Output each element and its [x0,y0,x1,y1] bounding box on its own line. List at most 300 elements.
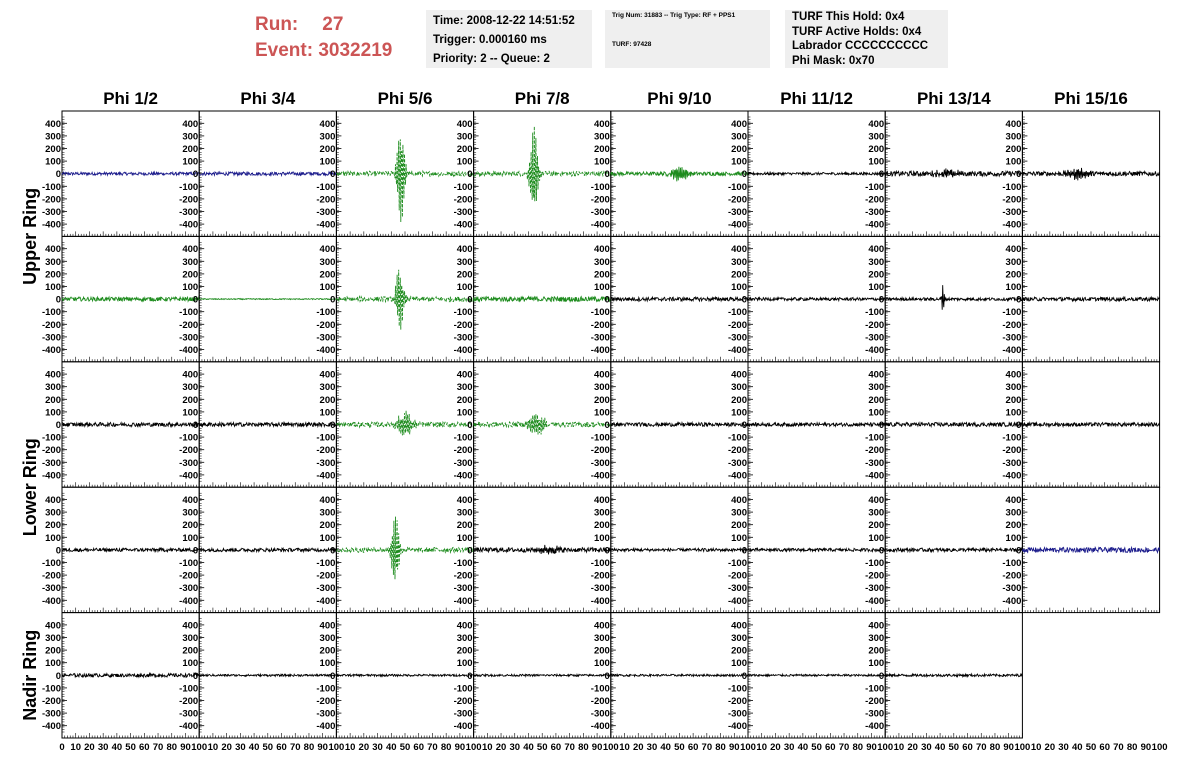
y-tick-label: -400 [41,219,61,231]
y-tick-label: 200 [731,269,747,281]
y-tick-label: -200 [865,570,885,582]
waveform-trace [62,548,199,551]
x-tick-label: 20 [770,742,781,753]
y-tick-label: -200 [316,696,336,707]
y-tick-label: -100 [1002,307,1022,319]
y-tick-label: -300 [590,583,610,595]
waveform-trace [1022,547,1159,552]
y-tick-label: -200 [41,194,61,206]
waveform-trace [199,423,336,427]
x-tick-label: 90 [591,742,603,753]
y-tick-label: 300 [593,131,610,143]
y-tick-label: -400 [865,219,885,231]
y-tick-label: -400 [865,595,885,607]
y-tick-label: -300 [316,457,336,469]
priority-text: Priority: 2 -- Queue: 2 [433,53,550,65]
y-tick-label: 300 [456,507,473,519]
y-tick-label: -200 [727,319,747,331]
y-tick-label: 300 [182,131,199,143]
y-tick-label: 400 [182,118,199,130]
y-tick-label: 300 [319,256,336,268]
y-tick-label: 100 [45,407,61,419]
y-tick-label: -300 [316,708,336,720]
y-tick-label: 100 [593,282,610,293]
x-tick-label: 80 [578,742,589,753]
y-tick-label: 400 [182,244,199,256]
y-tick-label: 0 [604,420,610,431]
y-tick-label: -100 [41,558,61,569]
y-tick-label: -400 [41,470,61,482]
y-tick-label: 300 [456,256,473,268]
y-tick-label: 0 [878,670,885,682]
y-tick-label: -300 [316,583,336,595]
y-tick-label: -300 [865,583,885,595]
x-tick-label: 80 [166,742,178,753]
y-tick-label: -100 [453,181,473,193]
y-tick-label: 0 [878,169,885,181]
y-tick-label: 200 [868,645,885,657]
y-tick-label: -200 [453,194,473,206]
x-tick-label: 90 [454,742,466,753]
y-tick-label: 0 [55,545,61,557]
x-tick-label: 70 [564,742,575,753]
y-tick-label: 100 [45,532,61,544]
y-tick-label: -300 [590,708,610,720]
y-tick-label: 0 [55,670,61,682]
waveform-trace [748,548,885,551]
y-tick-label: -300 [1002,583,1022,595]
y-tick-label: 100 [182,156,199,168]
x-tick-label: 10 [207,742,219,753]
y-tick-label: -200 [590,570,610,582]
y-tick-label: -200 [316,445,336,457]
x-tick-label: 40 [385,742,397,753]
y-tick-label: 200 [456,269,473,281]
y-tick-label: 200 [319,394,336,406]
x-tick-label: 30 [1058,742,1069,753]
y-tick-label: 200 [1005,520,1022,532]
trigger-text: Trigger: 0.000160 ms [433,34,547,46]
x-tick-label: 70 [1113,742,1124,753]
y-tick-label: -100 [727,683,747,695]
y-tick-label: 100 [731,282,747,293]
y-tick-label: -100 [316,181,336,193]
y-tick-label: -400 [316,219,336,231]
waveform-trace [199,674,336,676]
x-tick-label: 60 [139,742,150,753]
waveform-trace [611,167,748,182]
x-tick-label: 100 [465,742,482,753]
y-tick-label: 100 [868,407,885,419]
x-tick-label: 10 [619,742,630,753]
y-tick-label: 0 [1016,294,1022,306]
y-tick-label: 300 [319,131,336,143]
y-tick-label: -200 [590,445,610,457]
y-tick-label: 300 [45,382,61,394]
y-tick-label: 0 [741,545,747,557]
y-tick-label: -400 [41,345,61,356]
waveform-trace [748,423,885,427]
y-tick-label: 400 [868,495,885,506]
y-tick-label: -200 [1002,445,1022,457]
y-tick-label: 0 [604,294,610,306]
waveform-trace [62,674,199,678]
y-tick-label: -100 [590,181,610,193]
y-tick-label: -400 [179,595,199,607]
y-tick-label: 300 [868,382,885,394]
x-tick-label: 20 [495,742,507,753]
y-tick-label: -300 [590,207,610,218]
y-tick-label: -400 [590,721,610,733]
waveform-trace [611,297,748,301]
phi-label: Phi 7/8 [514,89,570,108]
y-tick-label: 100 [731,407,747,419]
y-tick-label: 300 [1005,382,1022,394]
y-tick-label: 200 [731,645,747,657]
y-tick-label: -400 [179,721,199,733]
y-tick-label: -100 [179,181,199,193]
y-tick-label: 0 [330,294,336,306]
y-tick-label: -400 [590,345,610,356]
y-tick-label: 100 [593,407,610,419]
y-tick-label: -200 [179,570,199,582]
y-tick-label: 100 [319,156,336,168]
y-tick-label: -300 [865,708,885,720]
y-tick-label: 300 [593,382,610,394]
y-tick-label: 400 [1005,369,1022,381]
waveform-trace [62,423,199,427]
x-tick-label: 70 [701,742,713,753]
y-tick-label: -400 [727,721,747,733]
y-tick-label: -400 [865,470,885,482]
waveform-trace [885,168,1022,177]
y-tick-label: 200 [45,394,61,406]
x-tick-label: 60 [687,742,699,753]
y-tick-label: 400 [1005,244,1022,256]
y-tick-label: 400 [182,620,199,632]
y-tick-label: 100 [182,532,199,544]
y-tick-label: -200 [1002,319,1022,331]
x-tick-label: 50 [125,742,136,753]
x-tick-label: 20 [221,742,232,753]
x-tick-label: 70 [838,742,850,753]
y-tick-label: 400 [45,244,61,256]
y-tick-label: 400 [319,244,336,256]
y-tick-label: -400 [727,470,747,482]
y-tick-label: 100 [593,532,610,544]
y-tick-label: 0 [604,169,610,181]
x-tick-label: 50 [536,742,548,753]
x-tick-label: 70 [289,742,301,753]
y-tick-label: 0 [192,670,199,682]
y-tick-label: 100 [45,282,61,293]
waveform-trace [885,285,1022,310]
y-tick-label: 300 [593,256,610,268]
y-tick-label: -100 [41,432,61,444]
y-tick-label: -100 [865,558,885,569]
y-tick-label: -300 [453,708,473,720]
y-tick-label: -400 [1002,470,1022,482]
y-tick-label: 100 [319,532,336,544]
y-tick-label: -300 [41,207,61,218]
y-tick-label: -400 [316,595,336,607]
y-tick-label: 0 [1016,169,1022,181]
y-tick-label: 300 [1005,131,1022,143]
y-tick-label: 0 [467,545,473,557]
y-tick-label: 400 [731,244,747,256]
x-tick-label: 90 [866,742,877,753]
waveform-trace [62,297,199,301]
ring-label: Nadir Ring [20,629,40,721]
y-tick-label: 300 [182,382,199,394]
x-tick-label: 10 [756,742,768,753]
y-tick-label: -100 [590,558,610,569]
y-tick-label: 200 [456,645,473,657]
y-tick-label: -400 [453,345,473,356]
x-tick-label: 80 [715,742,726,753]
y-tick-label: 400 [868,118,885,130]
phi-label: Phi 11/12 [780,89,853,108]
y-tick-label: 100 [182,658,199,670]
ring-label: Upper Ring [20,187,40,285]
x-tick-label: 50 [948,742,960,753]
y-tick-label: -300 [727,457,747,469]
y-tick-label: -100 [590,307,610,319]
y-tick-label: 0 [1016,420,1022,431]
x-tick-label: 70 [427,742,438,753]
y-tick-label: 200 [45,645,61,657]
y-tick-label: -400 [316,721,336,733]
y-tick-label: 300 [731,256,747,268]
y-tick-label: -300 [41,583,61,595]
y-tick-label: -100 [179,558,199,569]
y-tick-label: -400 [865,721,885,733]
x-tick-label: 20 [907,742,918,753]
x-tick-label: 100 [740,742,756,753]
ring-label: Lower Ring [20,438,40,537]
waveform-trace [885,674,1022,677]
y-tick-label: 100 [868,532,885,544]
y-tick-label: -300 [179,207,199,218]
y-tick-label: -200 [41,696,61,707]
x-tick-label: 30 [509,742,521,753]
waveform-trace [748,172,885,175]
y-tick-label: -100 [453,307,473,319]
y-tick-label: -400 [590,219,610,231]
y-tick-label: -100 [41,181,61,193]
y-tick-label: -200 [41,570,61,582]
waveform-trace [748,298,885,301]
y-tick-label: 300 [45,131,61,143]
y-tick-label: -400 [316,345,336,356]
y-tick-label: -200 [316,194,336,206]
y-tick-label: 0 [604,545,610,557]
y-tick-label: 200 [868,394,885,406]
phi-mask-text: Phi Mask: 0x70 [792,54,875,67]
y-tick-label: -400 [727,595,747,607]
y-tick-label: -400 [179,470,199,482]
y-tick-label: -200 [865,194,885,206]
y-tick-label: -300 [590,457,610,469]
y-tick-label: -300 [453,583,473,595]
y-tick-label: 200 [593,520,610,532]
y-tick-label: -200 [453,445,473,457]
x-tick-label: 80 [1126,742,1138,753]
y-tick-label: 0 [192,420,199,431]
x-tick-label: 30 [921,742,932,753]
y-tick-label: 200 [1005,269,1022,281]
y-tick-label: 0 [741,294,747,306]
y-tick-label: 0 [55,169,61,181]
x-tick-label: 90 [1140,742,1152,753]
y-tick-label: -100 [727,432,747,444]
y-tick-label: -100 [179,683,199,695]
y-tick-label: 100 [456,658,473,670]
x-tick-label: 60 [550,742,562,753]
y-tick-label: 200 [182,394,199,406]
y-tick-label: 300 [868,633,885,644]
y-tick-label: -200 [865,696,885,707]
y-tick-label: -200 [453,696,473,707]
x-tick-label: 20 [358,742,370,753]
y-tick-label: 100 [1005,532,1022,544]
x-tick-label: 40 [797,742,809,753]
y-tick-label: 300 [45,507,61,519]
y-tick-label: 400 [868,369,885,381]
x-tick-label: 100 [1151,742,1168,753]
waveform-trace [611,548,748,551]
y-tick-label: 400 [182,369,199,381]
waveform-trace [474,674,611,676]
y-tick-label: -300 [865,332,885,344]
phi-label: Phi 13/14 [916,89,991,108]
y-tick-label: -300 [179,708,199,720]
x-tick-label: 60 [962,742,973,753]
y-tick-label: 300 [731,633,747,644]
y-tick-label: -100 [865,307,885,319]
y-tick-label: -300 [179,332,199,344]
y-tick-label: -200 [179,319,199,331]
y-tick-label: 300 [731,382,747,394]
phi-label: Phi 1/2 [103,89,159,108]
phi-label: Phi 15/16 [1054,89,1128,108]
y-tick-label: 100 [456,407,473,419]
y-tick-label: 0 [467,294,473,306]
x-tick-label: 80 [440,742,452,753]
y-tick-label: 100 [319,658,336,670]
y-tick-label: -100 [453,683,473,695]
waveform-trace [1022,168,1159,181]
y-tick-label: 300 [182,633,199,644]
waveform-trace [611,674,748,676]
y-tick-label: 0 [330,545,336,557]
labrador-text: Labrador CCCCCCCCCC [792,40,929,52]
y-tick-label: 0 [878,545,885,557]
y-tick-label: -400 [179,219,199,231]
y-tick-label: -400 [453,219,473,231]
y-tick-label: 100 [868,282,885,293]
y-tick-label: -300 [316,207,336,218]
y-tick-label: 0 [330,670,336,682]
waveform-trace [199,299,336,300]
y-tick-label: -400 [1002,219,1022,231]
y-tick-label: -400 [453,595,473,607]
y-tick-label: -200 [590,696,610,707]
y-tick-label: 100 [593,658,610,670]
y-tick-label: 200 [868,144,885,155]
y-tick-label: 200 [456,394,473,406]
y-tick-label: 400 [456,620,473,632]
x-tick-label: 90 [1003,742,1014,753]
y-tick-label: 0 [741,670,747,682]
y-tick-label: -400 [41,721,61,733]
y-tick-label: -200 [41,445,61,457]
turf-this-hold-text: TURF This Hold: 0x4 [792,11,905,23]
y-tick-label: -100 [316,307,336,319]
y-tick-label: 400 [593,369,610,381]
y-tick-label: 200 [456,520,473,532]
x-tick-label: 10 [482,742,493,753]
x-tick-label: 100 [602,742,619,753]
y-tick-label: -200 [316,570,336,582]
y-tick-label: -100 [1002,181,1022,193]
y-tick-label: 400 [45,369,61,381]
y-tick-label: 200 [182,520,199,532]
y-tick-label: 400 [593,620,610,632]
x-tick-label: 40 [1071,742,1083,753]
y-tick-label: -300 [1002,207,1022,218]
y-tick-label: 400 [45,495,61,506]
x-tick-label: 40 [660,742,671,753]
x-tick-label: 100 [877,742,894,753]
waveform-trace [474,414,611,434]
y-tick-label: 200 [319,144,336,155]
y-tick-label: 400 [456,244,473,256]
y-tick-label: 300 [319,382,336,394]
x-tick-label: 30 [97,742,109,753]
y-tick-label: -200 [179,445,199,457]
y-tick-label: -200 [179,696,199,707]
y-tick-label: 200 [319,269,336,281]
y-tick-label: -300 [727,207,747,218]
y-tick-label: -400 [865,345,885,356]
x-tick-label: 40 [248,742,260,753]
waveform-trace [885,423,1022,427]
y-tick-label: 200 [593,269,610,281]
x-tick-label: 50 [399,742,411,753]
y-tick-label: -100 [865,181,885,193]
x-tick-label: 90 [180,742,191,753]
y-tick-label: -100 [453,558,473,569]
run-value: 27 [322,14,344,35]
waveform-trace [474,545,611,555]
waveform-trace [611,423,748,427]
y-tick-label: 200 [456,144,473,155]
y-tick-label: -400 [590,595,610,607]
y-tick-label: 0 [192,169,199,181]
y-tick-label: 200 [593,144,610,155]
y-tick-label: 400 [731,369,747,381]
run-label: Run: [255,14,299,35]
y-tick-label: 400 [731,620,747,632]
y-tick-label: 400 [593,118,610,130]
y-tick-label: -300 [41,332,61,344]
x-tick-label: 30 [783,742,795,753]
y-tick-label: 300 [45,256,61,268]
x-tick-label: 20 [1044,742,1056,753]
y-tick-label: 300 [731,507,747,519]
x-tick-label: 100 [328,742,345,753]
